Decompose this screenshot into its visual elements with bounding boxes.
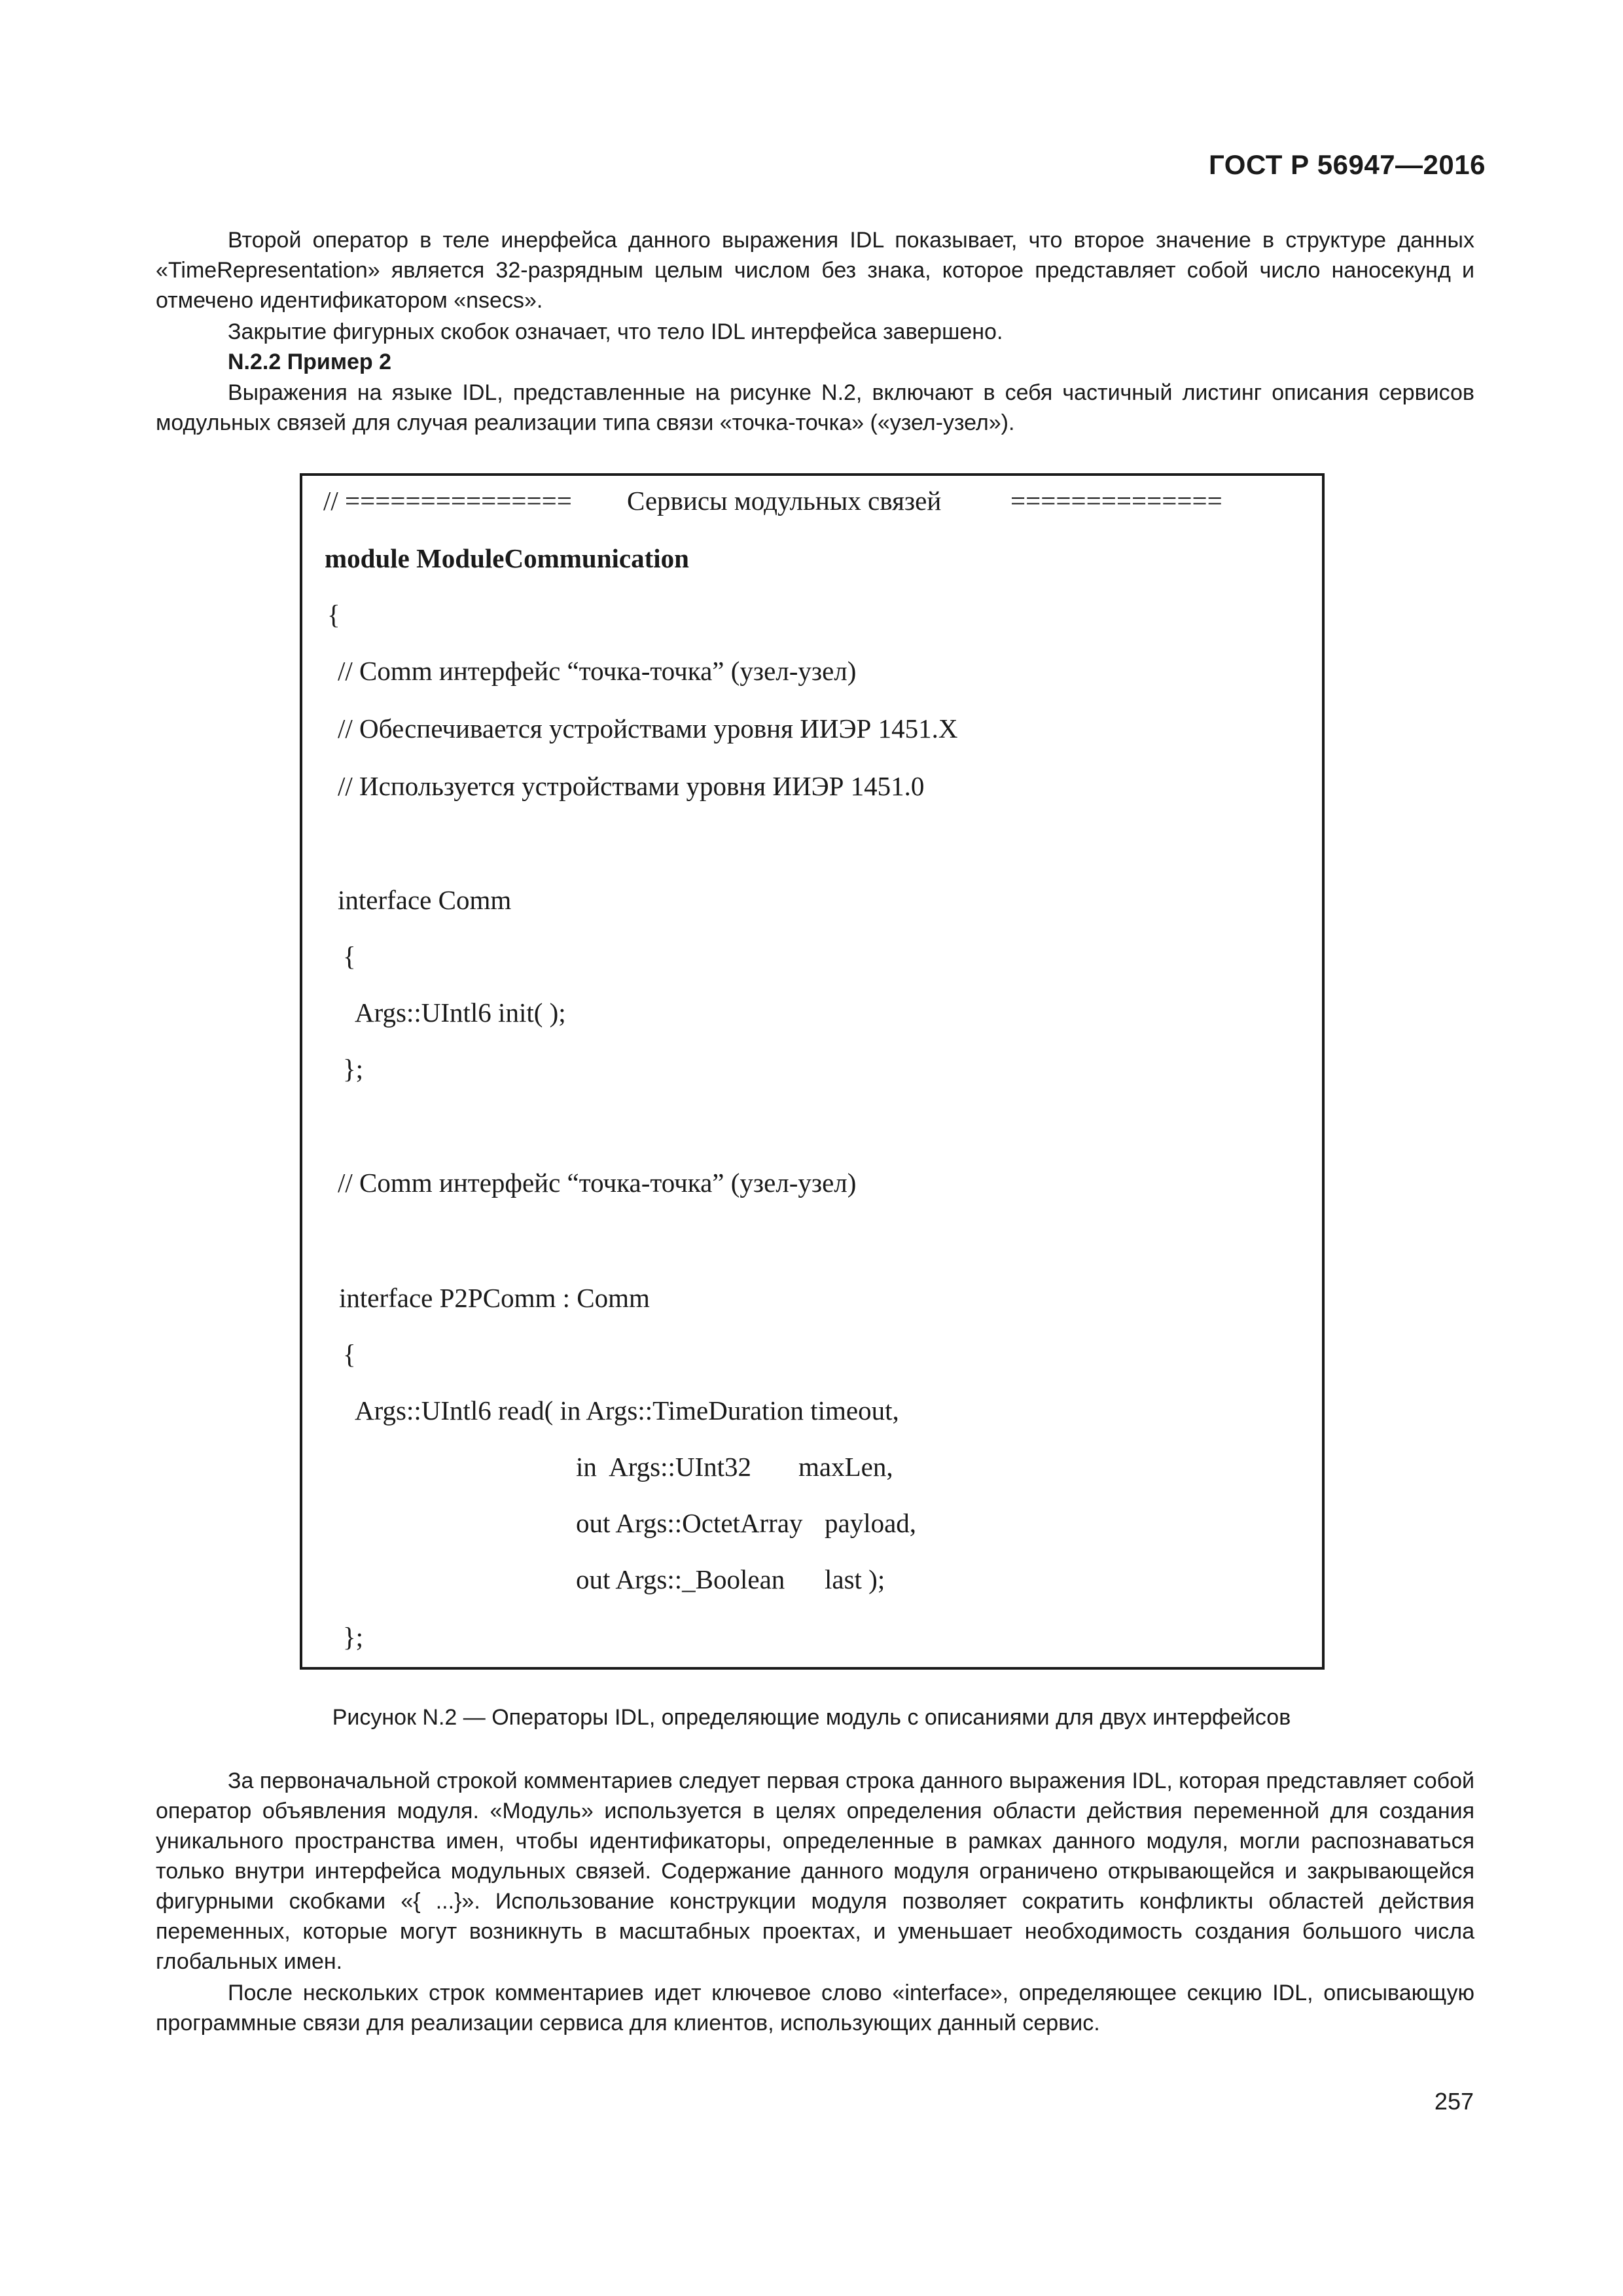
paragraph-braces-closing: Закрытие фигурных скобок означает, что тело IDL интерфейса завершено.: [228, 319, 1003, 344]
code-title-prefix: // ===============: [323, 486, 572, 516]
code-interface-p2pcomm: interface P2PComm : Comm: [339, 1283, 650, 1313]
paragraph-module-explanation: За первоначальной строкой комментариев следует первая строка данного выражения IDL, которая представляет собой оператор объявления модуля. «Модуль» используется в целях определения области действия переменной для создания уникального пространства имен, чтобы идентификаторы, определенные в рамках данного модуля, могли распознаваться только внутри интерфейса модульных связей. Содержание данного модуля ограничено открывающейся и закрывающейся фигурными скобками «{ ...}». Использование конструкции модуля позволяет сократить конфликты областей действия переменных, которые могут возникнуть в масштабных проектах, и уменьшает необходимость создания большого числа глобальных имен.: [156, 1768, 1474, 1974]
code-open-brace: {: [343, 1339, 356, 1369]
code-read-param-type: out Args::_Boolean: [576, 1564, 785, 1594]
code-init-method: Args::UIntl6 init( );: [355, 997, 566, 1028]
code-read-method-line: Args::UIntl6 read( in Args::TimeDuration timeout,: [355, 1395, 899, 1426]
code-interface-comm: interface Comm: [338, 885, 512, 915]
code-read-param-name: payload,: [825, 1508, 917, 1538]
page-number: 257: [1434, 2088, 1474, 2115]
code-read-param-type: out Args::OctetArray: [576, 1508, 803, 1538]
code-read-param-name: maxLen,: [798, 1452, 893, 1482]
document-id-header: ГОСТ Р 56947—2016: [1209, 149, 1486, 180]
code-comment: // Comm интерфейс “точка-точка” (узел-узел): [338, 656, 857, 686]
code-module-declaration: module ModuleCommunication: [325, 543, 689, 573]
code-read-param-type: in Args::UInt32: [576, 1452, 752, 1482]
code-title-suffix: ==============: [1010, 486, 1222, 516]
code-comment: // Используется устройствами уровня ИИЭР 1451.0: [338, 771, 925, 801]
code-title-text: Сервисы модульных связей: [627, 486, 942, 516]
code-comment: // Обеспечивается устройствами уровня ИИЭР 1451.X: [338, 713, 958, 744]
subheading-example-2: N.2.2 Пример 2: [228, 350, 392, 374]
idl-code-listing: [300, 473, 1325, 1670]
paragraph-interface-explanation: После нескольких строк комментариев идет ключевое слово «interface», определяющее секцию IDL, описывающую программные связи для реализации сервиса для клиентов, использующих данный сервис.: [156, 1981, 1474, 2036]
paragraph-time-representation: Второй оператор в теле инерфейса данного выражения IDL показывает, что второе значение в структуре данных «TimeRepresentation» является 32-разрядным целым числом без знака, которое представляет собой число наносекунд и отмечено идентификатором «nsecs».: [156, 228, 1474, 313]
figure-caption: Рисунок N.2 — Операторы IDL, определяющие модуль с описаниями для двух интерфейсов: [332, 1705, 1291, 1730]
code-read-param-name: last );: [825, 1564, 885, 1594]
code-open-brace: {: [327, 600, 340, 630]
paragraph-figure-intro: Выражения на языке IDL, представленные на рисунке N.2, включают в себя частичный листинг описания сервисов модульных связей для случая реализации типа связи «точка-точка» («узел-узел»).: [156, 380, 1474, 435]
code-close-brace: };: [343, 1054, 364, 1084]
code-close-brace: };: [343, 1622, 364, 1652]
code-open-brace: {: [343, 941, 356, 971]
code-comment: // Comm интерфейс “точка-точка” (узел-узел): [338, 1168, 857, 1198]
